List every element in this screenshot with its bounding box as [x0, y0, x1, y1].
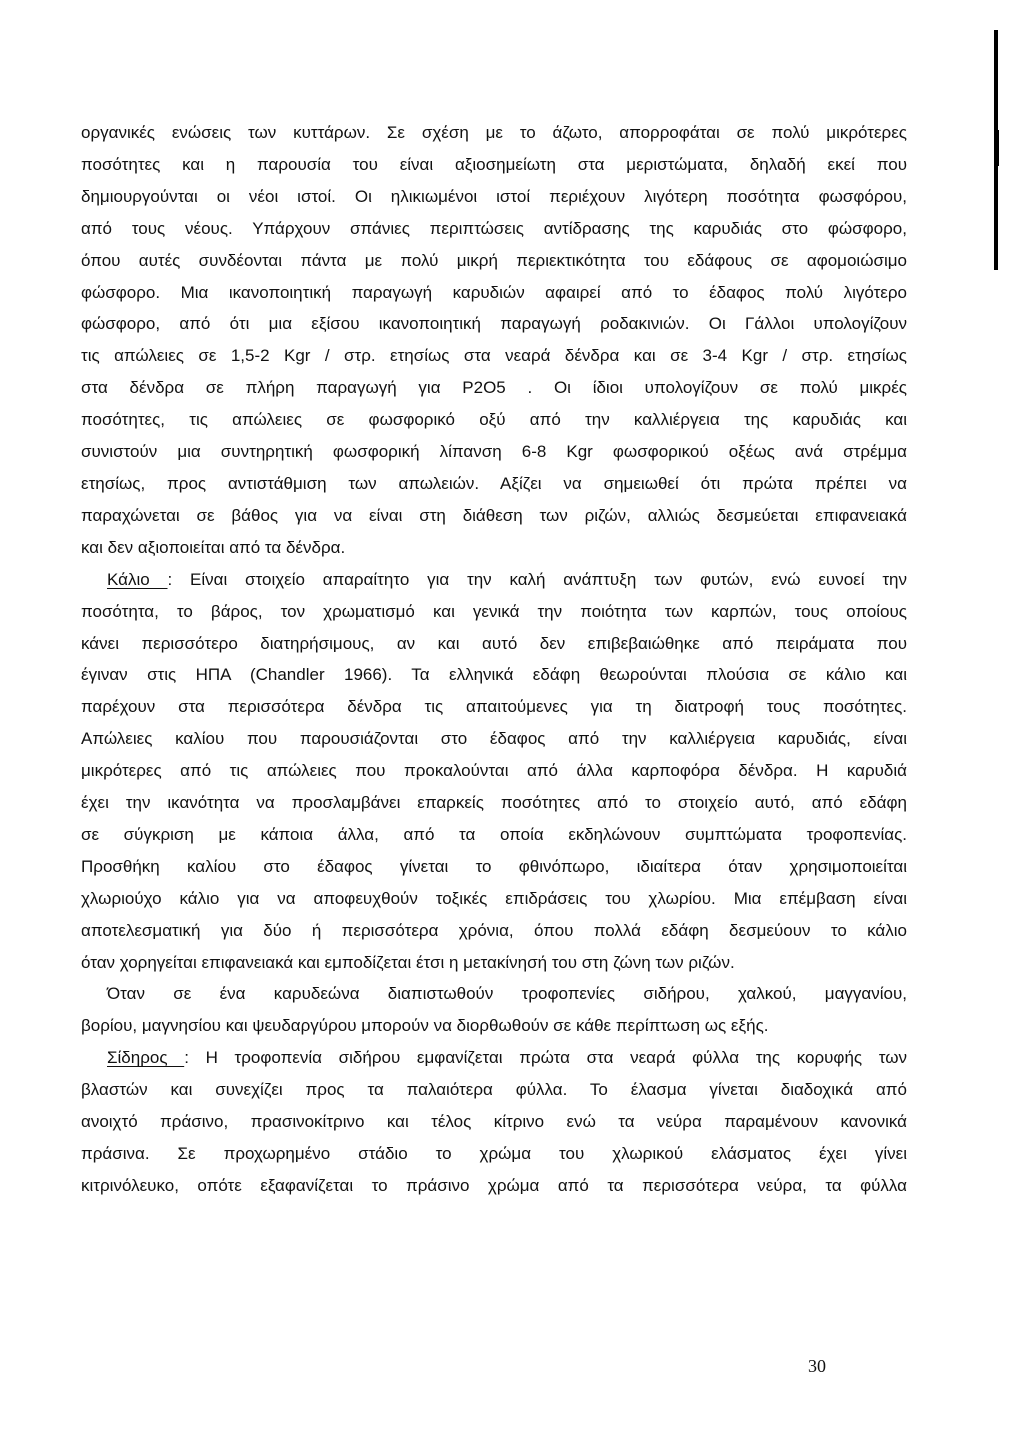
- text-line: κιτρινόλευκο, οπότε εξαφανίζεται το πράσινο χρώμα από τα περισσότερα νεύρα, τα φύλλα: [81, 1175, 907, 1195]
- text-segment: : Η τροφοπενία σιδήρου εμφανίζεται πρώτα στα νεαρά φύλλα της κορυφής των: [184, 1048, 908, 1068]
- text-line: [81, 1042, 907, 1074]
- paragraph-iron: [81, 1042, 907, 1202]
- scan-edge-mark-secondary: [996, 130, 999, 166]
- paragraph-deficiencies: [81, 978, 907, 1042]
- text-line: μικρότερες από τις απώλειες που προκαλούνται από άλλα καρποφόρα δένδρα. Η καρυδιά: [81, 761, 907, 781]
- text-line: έχει την ικανότητα να προσλαμβάνει επαρκείς ποσότητες από το στοιχείο αυτό, από εδάφη: [81, 793, 907, 813]
- text-line: έγιναν στις ΗΠΑ (Chandler 1966). Τα ελληνικά εδάφη θεωρούνται πλούσια σε κάλιο και: [81, 665, 907, 685]
- text-line: όταν χορηγείται επιφανειακά και εμποδίζεται έτσι η μετακίνησή του στη ζώνη των ριζών.: [81, 952, 735, 972]
- text-line: κάνει περισσότερο διατηρήσιμους, αν και αυτό δεν επιβεβαιώθηκε από πειράματα που: [81, 633, 907, 653]
- text-line: ποσότητα, το βάρος, τον χρωματισμό και γενικά την ποιότητα των καρπών, τους οποίους: [81, 601, 907, 621]
- text-line: βλαστών και συνεχίζει προς τα παλαιότερα φύλλα. Το έλασμα γίνεται διαδοχικά από: [81, 1080, 907, 1100]
- text-line: Όταν σε ένα καρυδεώνα διαπιστωθούν τροφοπενίες σιδήρου, χαλκού, μαγγανίου,: [107, 984, 907, 1004]
- text-line: όπου αυτές συνδέονται πάντα με πολύ μικρή περιεκτικότητα του εδάφους σε αφομοιώσιμο: [81, 250, 907, 270]
- text-line: βορίου, μαγνησίου και ψευδαργύρου μπορούν να διορθωθούν σε κάθε περίπτωση ως εξής.: [81, 1016, 769, 1036]
- text-line: τις απώλειες σε 1,5-2 Kgr / στρ. ετησίως στα νεαρά δένδρα και σε 3-4 Kgr / στρ. ετησίως: [81, 346, 907, 366]
- text-line: στα δένδρα σε πλήρη παραγωγή για P2O5 . Οι ίδιοι υπολογίζουν σε πολύ μικρές: [81, 378, 907, 398]
- text-line: ποσότητες και η παρουσία του είναι αξιοσημείωτη στα μεριστώματα, δηλαδή εκεί που: [81, 154, 907, 174]
- text-line: Προσθήκη καλίου στο έδαφος γίνεται το φθινόπωρο, ιδιαίτερα όταν χρησιμοποιείται: [81, 856, 907, 876]
- text-segment: : Είναι στοιχείο απαραίτητο για την καλή ανάπτυξη των φυτών, ενώ ευνοεί την: [167, 569, 907, 589]
- text-line: και δεν αξιοποιείται από τα δένδρα.: [81, 537, 346, 557]
- text-line: χλωριούχο κάλιο για να αποφευχθούν τοξικές επιδράσεις του χλωρίου. Μια επέμβαση είναι: [81, 888, 907, 908]
- page-number: 30: [808, 1356, 826, 1376]
- text-line: σε σύγκριση με κάποια άλλα, από τα οποία εκδηλώνουν συμπτώματα τροφοπενίας.: [81, 824, 907, 844]
- text-line: πράσινα. Σε προχωρημένο στάδιο το χρώμα του χλωρικού ελάσματος έχει γίνει: [81, 1144, 907, 1163]
- paragraph-phosphorus: [81, 117, 907, 564]
- text-line: Απώλειες καλίου που παρουσιάζονται στο έδαφος από την καλλιέργεια καρυδιάς, είναι: [81, 729, 907, 749]
- text-line: φώσφορο, από ότι μια εξίσου ικανοποιητική παραγωγή ροδακινιών. Οι Γάλλοι υπολογίζουν: [81, 314, 907, 334]
- paragraph-potassium: [81, 564, 907, 979]
- body-text: [81, 117, 907, 1202]
- text-line: δημιουργούνται οι νέοι ιστοί. Οι ηλικιωμένοι ιστοί περιέχουν λιγότερη ποσότητα φωσφόρου,: [81, 186, 907, 206]
- text-line: [81, 564, 907, 596]
- section-heading-iron: Σίδηρος: [107, 1048, 185, 1068]
- text-line: παρέχουν στα περισσότερα δένδρα τις απαιτούμενες για τη διατροφή τους ποσότητες.: [81, 697, 907, 717]
- text-line: ανοιχτό πράσινο, πρασινοκίτρινο και τέλος κίτρινο ενώ τα νεύρα παραμένουν κανονικά: [81, 1112, 907, 1132]
- text-line: αποτελεσματική για δύο ή περισσότερα χρόνια, όπου πολλά εδάφη δεσμεύουν το κάλιο: [81, 920, 907, 940]
- text-line: συνιστούν μια συντηρητική φωσφορική λίπανση 6-8 Kgr φωσφορικού οξέως ανά στρέμμα: [81, 442, 907, 462]
- text-line: από τους νέους. Υπάρχουν σπάνιες περιπτώσεις αντίδρασης της καρυδιάς στο φώσφορο,: [81, 218, 907, 238]
- text-line: οργανικές ενώσεις των κυττάρων. Σε σχέση με το άζωτο, απορροφάται σε πολύ μικρότερες: [81, 123, 907, 142]
- text-line: ετησίως, προς αντιστάθμιση των απωλειών. Αξίζει να σημειωθεί ότι πρώτα πρέπει να: [81, 473, 907, 493]
- text-line: ποσότητες, τις απώλειες σε φωσφορικό οξύ από την καλλιέργεια της καρυδιάς και: [81, 410, 907, 430]
- section-heading-potassium: Κάλιο: [107, 569, 168, 589]
- text-line: παραχώνεται σε βάθος για να είναι στη διάθεση των ριζών, αλλιώς δεσμεύεται επιφανειακά: [81, 505, 907, 525]
- text-line: φώσφορο. Μια ικανοποιητική παραγωγή καρυδιών αφαιρεί από το έδαφος πολύ λιγότερο: [81, 282, 907, 302]
